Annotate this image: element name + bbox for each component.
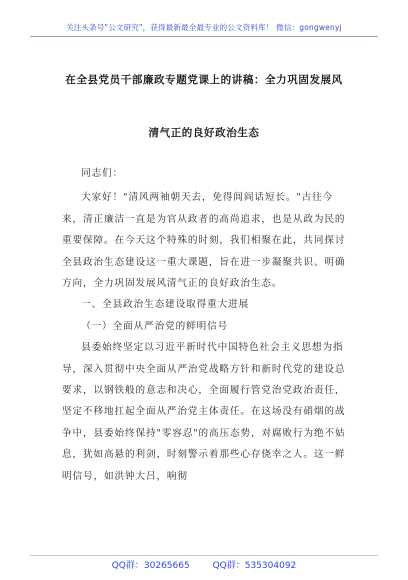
greeting: 同志们：: [81, 168, 124, 179]
paragraph-body: 县委始终坚定以习近平新时代中国特色社会主义思想为指导，深入贯彻中央全面从严治党战略方针和新时代党的建设总要求，以钢铁般的意志和决心，全面履行管党治党政治责任，坚定不移地扛起全面从严治党主体责任。在这场没有硝烟的战争中，县委始终保持"零容忍"的高压态势，对腐败行为绝不姑息，犹如高悬的利剑，时刻警示着那些心存侥幸之人。这一鲜明信号，如洪钟大吕，响彻: [62, 342, 346, 482]
qq-group-1: QQ群：30265665: [111, 561, 190, 571]
top-divider: [30, 36, 378, 37]
document-title-line-1: 在全县党员干部廉政专题党课上的讲稿：全力巩固发展风: [65, 74, 343, 86]
top-banner: 关注头条号"公文研究"，获得最新最全最专业的公文资料库！ 微信：gongwenyj: [66, 23, 342, 32]
subsection-heading: （一）全面从严治党的鲜明信号: [81, 320, 229, 332]
bottom-divider: [30, 555, 378, 556]
section-heading: 一、全县政治生态建设取得重大进展: [81, 299, 250, 311]
document-body: [62, 163, 352, 487]
paragraph-intro: 大家好！"清风两袖朝天去，免得闾阎话短长。"古往今来，清正廉洁一直是为官从政者的高尚追求，也是从政为民的重要保障。在今天这个特殊的时刻，我们相聚在此，共同探讨全县政治生态建设这一重大课题，旨在进一步凝聚共识、明确方向，全力巩固发展风清气正的良好政治生态。: [62, 192, 346, 290]
footer-contacts: [0, 558, 408, 571]
document-title-line-2: 清气正的良好政治生态: [148, 127, 260, 139]
qq-group-2: QQ群：535304092: [212, 561, 297, 571]
